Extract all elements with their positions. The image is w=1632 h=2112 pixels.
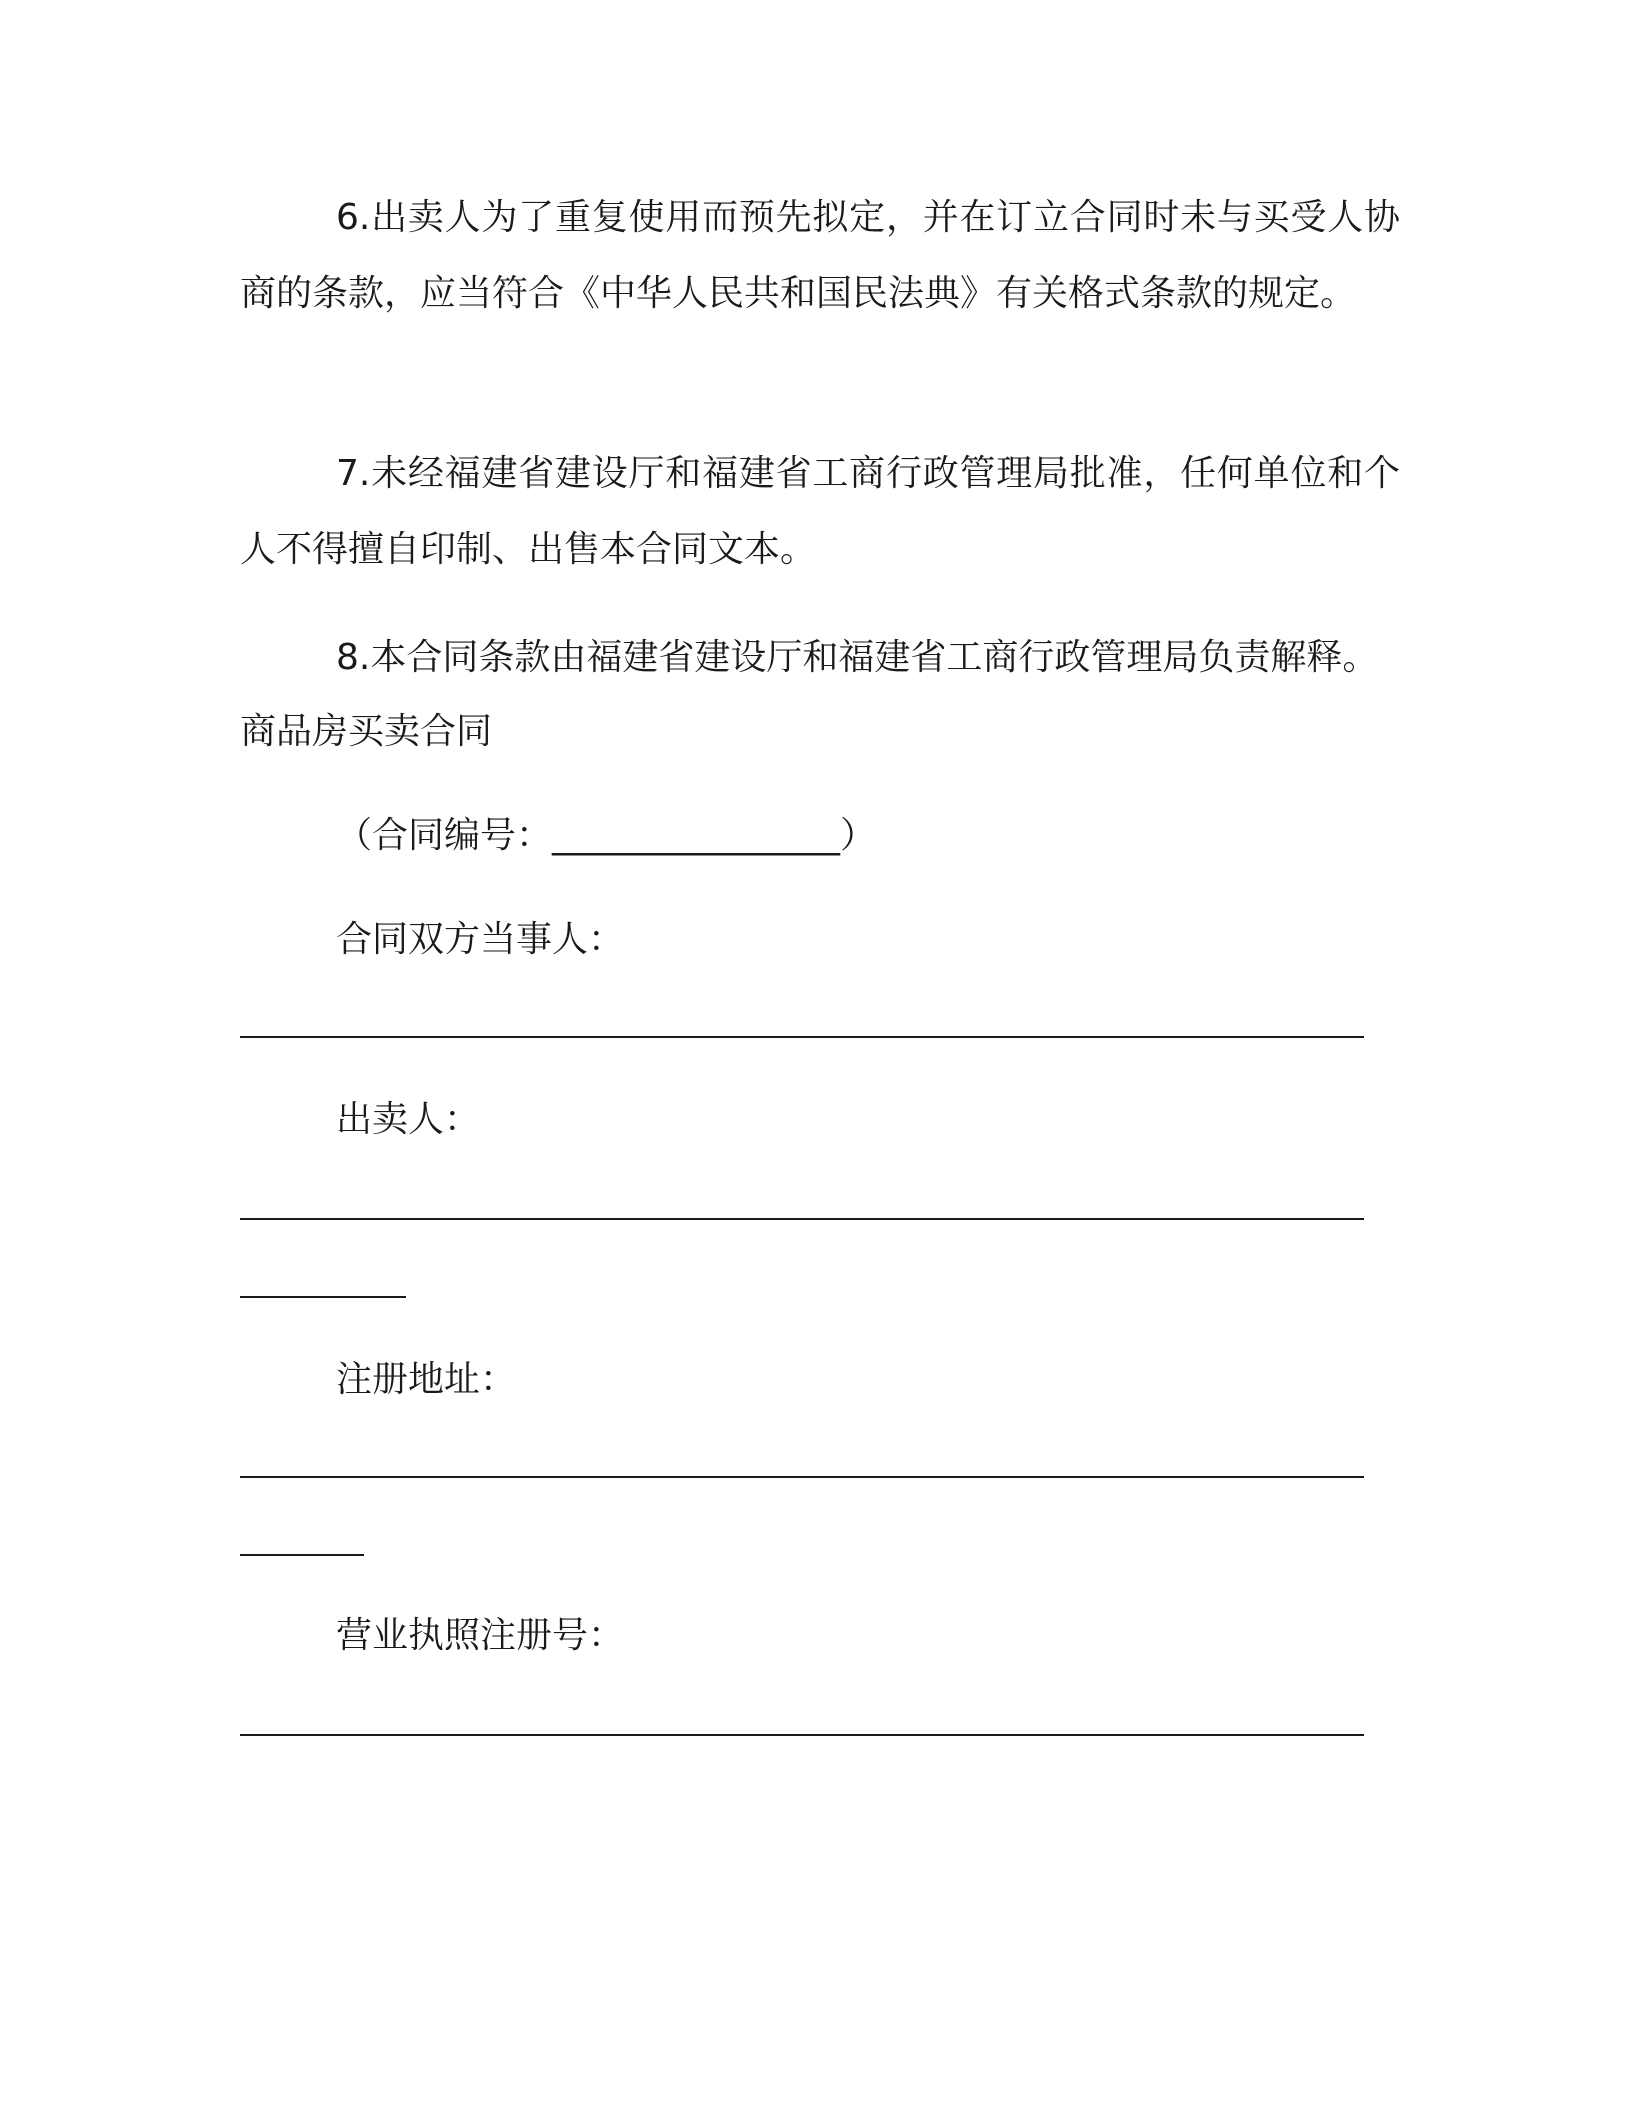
clause-7-text: 7.未经福建省建设厅和福建省工商行政管理局批准，任何单位和个人不得擅自印制、出售本合同文本。 [240,453,1400,570]
clause-8 [240,620,1400,696]
contract-number-blank[interactable]: ________________ [552,815,841,856]
contract-title: 商品房买卖合同 [240,711,493,752]
license-blank[interactable] [240,1734,1364,1736]
address-label: 注册地址： [336,1359,517,1400]
contract-number-open: （合同编号： [336,815,553,856]
clause-6-text: 6.出卖人为了重复使用而预先拟定，并在订立合同时未与买受人协商的条款，应当符合《中华人民共和国民法典》有关格式条款的规定。 [240,197,1400,314]
contract-number-line [336,812,876,860]
seller-blank-1[interactable] [240,1218,1364,1220]
clause-6 [240,180,1400,332]
seller-blank-2[interactable] [240,1296,406,1298]
address-blank-2[interactable] [240,1554,364,1556]
address-blank-1[interactable] [240,1476,1364,1478]
clause-7 [240,436,1400,588]
clause-8-text: 8.本合同条款由福建省建设厅和福建省工商行政管理局负责解释。 [336,637,1379,678]
seller-label: 出卖人： [336,1099,481,1140]
contract-number-close: ） [840,815,877,856]
parties-blank[interactable] [240,1036,1364,1038]
parties-label: 合同双方当事人： [336,919,625,960]
license-label: 营业执照注册号： [336,1615,625,1656]
